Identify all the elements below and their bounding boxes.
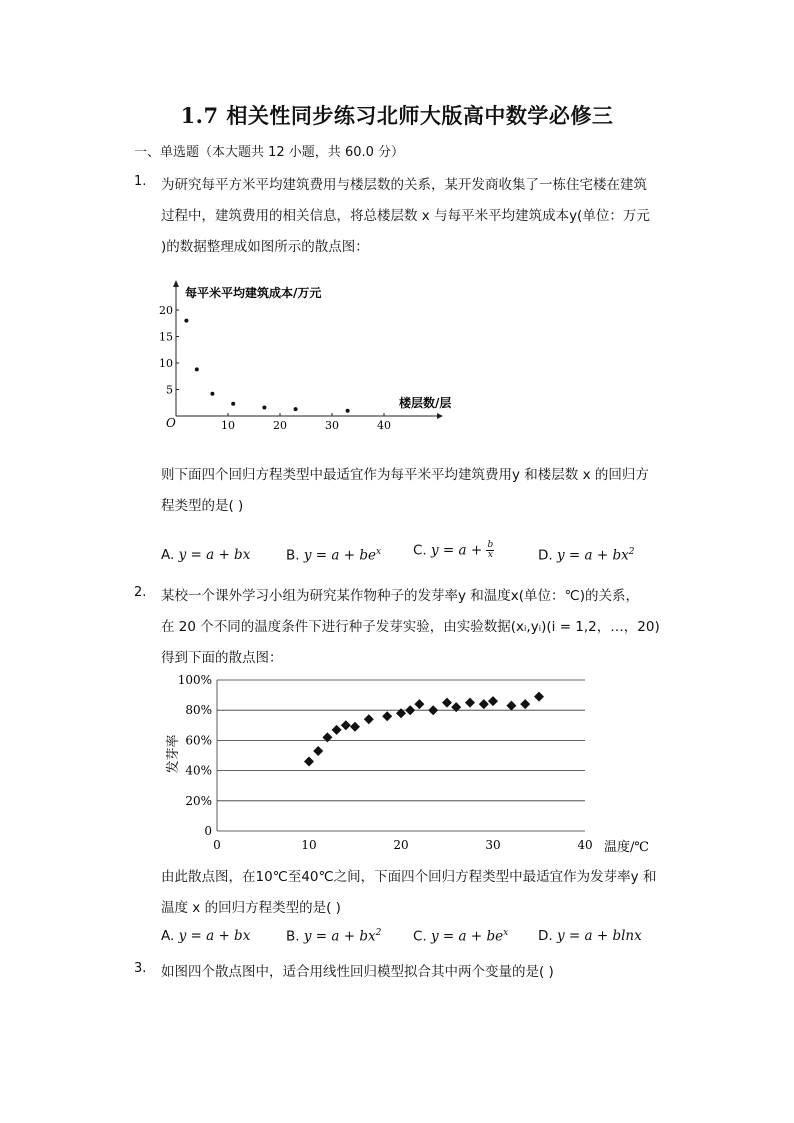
q2-option-c[interactable]: C. $y = a + be^x$ [413, 928, 509, 945]
data-point [231, 402, 235, 406]
x-tick-label: 30 [325, 419, 339, 432]
question-2-after-line-2: 温度 x 的回归方程类型的是( ) [161, 900, 341, 916]
question-2-line-3: 得到下面的散点图： [161, 650, 283, 666]
data-point [341, 720, 351, 730]
data-point [304, 757, 314, 767]
x-tick-label: 10 [301, 838, 317, 852]
question-2-line-1: 某校一个课外学习小组为研究某作物种子的发芽率y 和温度x(单位：℃)的关系， [161, 588, 639, 604]
question-2-number: 2. [134, 585, 147, 600]
data-point [364, 714, 374, 724]
q2-option-b[interactable]: B. $y = a + bx^2$ [286, 928, 382, 945]
question-3-text: 如图四个散点图中，适合用线性回归模型拟合其中两个变量的是( ) [161, 964, 554, 980]
data-point [451, 702, 461, 712]
question-3-number: 3. [134, 961, 147, 976]
origin-label: O [166, 416, 176, 430]
question-1-after-line-1: 则下面四个回归方程类型中最适宜作为每平米平均建筑费用y 和楼层数 x 的回归方 [161, 467, 649, 483]
data-point [322, 732, 332, 742]
question-2-line-2: 在 20 个不同的温度条件下进行种子发芽实验，由实验数据(xᵢ,yᵢ)(i = 1,2，…，20) [161, 619, 660, 635]
q1-option-c[interactable]: C. y = a + $\frac{b}{x}$ [413, 540, 494, 560]
y-tick-label: 10 [159, 357, 173, 370]
y-tick-label: 40% [185, 763, 212, 778]
data-point [262, 406, 266, 410]
data-point [346, 409, 350, 413]
data-point [414, 699, 424, 709]
question-2-options [161, 928, 681, 950]
data-point [506, 701, 516, 711]
y-tick-label: 15 [159, 330, 173, 344]
data-point [294, 407, 298, 411]
x-axis-arrow [437, 413, 443, 419]
y-tick-label: 0 [204, 824, 212, 838]
q2-option-d[interactable]: D. y = a + blnx [538, 928, 642, 944]
cost-vs-floors-scatter-chart [155, 275, 455, 435]
data-point [332, 725, 342, 735]
y-tick-label: 60% [185, 733, 212, 748]
data-point [313, 746, 323, 756]
y-tick-label: 100% [177, 673, 212, 687]
q2-option-a[interactable]: A. y = a + bx [161, 928, 251, 944]
question-1-line-3: )的数据整理成如图所示的散点图： [161, 239, 369, 255]
x-tick-label: 20 [273, 419, 287, 432]
data-point [520, 699, 530, 709]
question-1-number: 1. [134, 174, 147, 189]
data-point [428, 705, 438, 715]
question-1-after-line-2: 程类型的是( ) [161, 498, 244, 514]
data-point [534, 692, 544, 702]
data-point [184, 319, 188, 323]
q1-option-a[interactable]: A. y = a + bx [161, 547, 251, 563]
data-point [396, 708, 406, 718]
data-point [479, 699, 489, 709]
y-tick-label: 5 [166, 383, 173, 397]
x-tick-label: 30 [485, 838, 501, 852]
y-axis-arrow [173, 280, 179, 287]
y-tick-label: 80% [185, 703, 212, 718]
x-tick-label: 0 [213, 838, 221, 852]
y-tick-label: 20 [159, 304, 173, 317]
y-tick-label: 20% [185, 793, 212, 808]
question-2-after-line-1: 由此散点图，在10℃至40℃之间，下面四个回归方程类型中最适宜作为发芽率y 和 [161, 869, 657, 885]
section-heading: 一、单选题（本大题共 12 小题，共 60.0 分） [134, 145, 405, 160]
x-axis-label: 楼层数/层 [399, 396, 452, 410]
data-point [488, 696, 498, 706]
data-point [210, 392, 214, 396]
data-point [195, 367, 199, 371]
data-point [382, 711, 392, 721]
question-1-line-2: 过程中，建筑费用的相关信息，将总楼层数 x 与每平米平均建筑成本y(单位：万元 [161, 208, 650, 224]
x-tick-label: 40 [377, 419, 391, 432]
x-axis-label: 温度/℃ [604, 840, 649, 855]
x-tick-label: 40 [577, 838, 593, 852]
x-tick-label: 10 [221, 419, 235, 432]
data-point [405, 705, 415, 715]
germination-rate-scatter-chart [155, 670, 665, 855]
data-point [350, 722, 360, 732]
x-tick-label: 20 [393, 838, 409, 852]
question-1-line-1: 为研究每平方米平均建筑费用与楼层数的关系，某开发商收集了一栋住宅楼在建筑 [161, 177, 647, 193]
page-title: 1.7 相关性同步练习北师大版高中数学必修三 [180, 103, 614, 128]
q1-option-d[interactable]: D. $y = a + bx^2$ [538, 547, 635, 564]
y-axis-label: 每平米平均建筑成本/万元 [185, 286, 322, 300]
data-point [465, 698, 475, 708]
question-1-options [161, 540, 681, 569]
y-axis-label: 发芽率 [166, 734, 181, 774]
q1-option-b[interactable]: B. $y = a + be^x$ [286, 547, 382, 564]
data-point [442, 698, 452, 708]
